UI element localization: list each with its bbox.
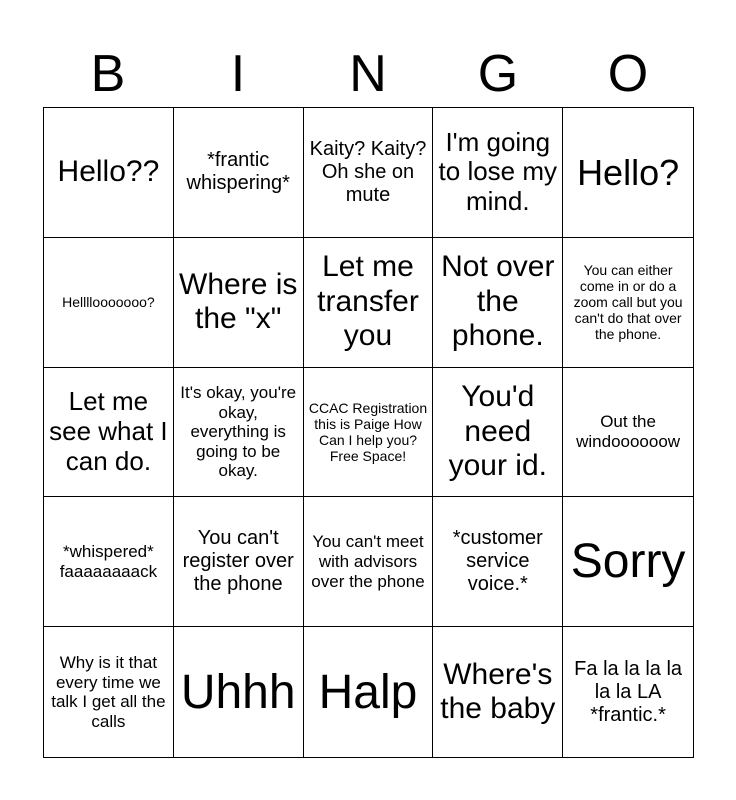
bingo-cell-r4-c5[interactable]: [563, 497, 693, 627]
cell-text: You can't register over the phone: [182, 527, 294, 596]
cell-text: Fa la la la la la la LA *frantic.*: [574, 657, 683, 726]
bingo-cell-r4-c2[interactable]: [174, 497, 304, 627]
cell-text: It's okay, you're okay, everything is going to be okay.: [180, 383, 297, 481]
cell-text: Hellllooooooo?: [62, 294, 155, 311]
cell-text: You'd need your id.: [448, 380, 547, 483]
cell-text: Hello?: [577, 151, 680, 193]
bingo-cell-r1-c4[interactable]: [433, 108, 563, 238]
free-space-text: CCAC Registration this is Paige How Can I help you? Free Space!: [308, 399, 428, 465]
cell-text: Where is the "x": [179, 267, 298, 336]
bingo-cell-r5-c4[interactable]: [433, 627, 563, 757]
bingo-cell-r5-c3[interactable]: [304, 627, 434, 757]
cell-text: You can't meet with advisors over the phone: [311, 532, 425, 591]
cell-text: Hello??: [57, 155, 160, 189]
cell-text: Where's the baby: [440, 657, 556, 726]
bingo-cell-r2-c3[interactable]: [304, 238, 434, 368]
bingo-cell-r4-c1[interactable]: [44, 497, 174, 627]
header-letter-g: G: [477, 45, 519, 103]
bingo-cell-r1-c5[interactable]: [563, 108, 693, 238]
header-letter-n: N: [349, 45, 387, 103]
bingo-cell-r3-c5[interactable]: [563, 368, 693, 498]
bingo-cell-r3-c4[interactable]: [433, 368, 563, 498]
bingo-cell-r5-c2[interactable]: [174, 627, 304, 757]
cell-text: Sorry: [570, 535, 686, 589]
cell-text: *whispered* faaaaaaaack: [59, 542, 158, 581]
header-letter-o: O: [607, 45, 649, 103]
bingo-cell-r2-c1[interactable]: [44, 238, 174, 368]
bingo-cell-r4-c4[interactable]: [433, 497, 563, 627]
cell-text: Why is it that every time we talk I get all the calls: [51, 653, 166, 731]
bingo-header: [43, 40, 693, 108]
cell-text: *frantic whispering*: [186, 149, 290, 195]
bingo-cell-r2-c5[interactable]: [563, 238, 693, 368]
cell-text: Kaity? Kaity? Oh she on mute: [309, 137, 427, 206]
cell-text: Out the windoooooow: [576, 412, 681, 451]
bingo-cell-r5-c5[interactable]: [563, 627, 693, 757]
bingo-cell-r5-c1[interactable]: [44, 627, 174, 757]
bingo-cell-r1-c2[interactable]: [174, 108, 304, 238]
cell-text: Let me see what I can do.: [49, 386, 168, 476]
bingo-cell-r3-c2[interactable]: [174, 368, 304, 498]
bingo-board: [43, 107, 694, 758]
header-letter-i: I: [230, 45, 246, 103]
cell-text: Let me transfer you: [317, 250, 419, 353]
cell-text: You can either come in or do a zoom call but you can't do that over the phone.: [573, 261, 683, 343]
bingo-cell-r2-c2[interactable]: [174, 238, 304, 368]
cell-text: I'm going to lose my mind.: [438, 126, 558, 217]
cell-text: Not over the phone.: [441, 250, 555, 353]
bingo-cell-r1-c3[interactable]: [304, 108, 434, 238]
cell-text: Uhhh: [180, 665, 296, 719]
bingo-cell-r4-c3[interactable]: [304, 497, 434, 627]
bingo-cell-r2-c4[interactable]: [433, 238, 563, 368]
cell-text: *customer service voice.*: [452, 527, 543, 596]
bingo-cell-r3-c3[interactable]: [304, 368, 434, 498]
bingo-cell-r3-c1[interactable]: [44, 368, 174, 498]
cell-text: Halp: [318, 665, 418, 719]
header-letter-b: B: [90, 45, 126, 103]
bingo-cell-r1-c1[interactable]: [44, 108, 174, 238]
